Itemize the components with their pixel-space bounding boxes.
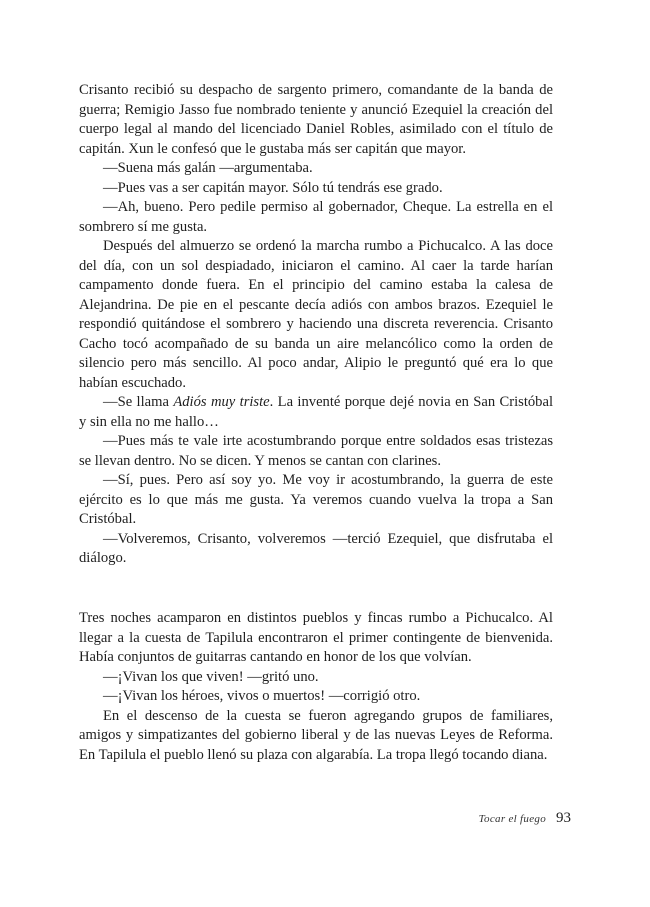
paragraph-text: En el descenso de la cuesta se fueron agregando grupos de familiares, amigos y simpatizantes del gobierno liberal y de las nuevas Leyes de Reforma. En Tapilula el pueblo llenó su plaza con algarabía. La tropa llegó tocando diana.: [79, 707, 553, 763]
body-text-section-1: [79, 81, 553, 569]
paragraph-text: —Volveremos, Crisanto, volveremos —terció Ezequiel, que disfrutaba el diálogo.: [79, 530, 553, 566]
paragraph-text: —Suena más galán —argumentaba.: [103, 160, 313, 176]
paragraph-text: Tres noches acamparon en distintos pueblos y fincas rumbo a Pichucalco. Al llegar a la cuesta de Tapilula encontraron el primer contingente de bienvenida. Había conjuntos de guitarras cantando en honor de los que volvían.: [79, 610, 553, 665]
italic-title-text: Adiós muy triste: [173, 394, 270, 410]
paragraph: [79, 237, 553, 393]
paragraph-text: Después del almuerzo se ordenó la marcha rumbo a Pichucalco. A las doce del día, con un sol despiadado, iniciaron el camino. Al caer la tarde harían campamento donde fuera. En el principio del camino estaba la calesa de Alejandrina. De pie en el pescante decía adiós con ambos brazos. Ezequiel le respondió quitándose el sombrero y haciendo una discreta reverencia. Crisanto Cacho tocó acompañado de su banda un aire melancólico como la orden de silencio pero más sencillo. Al poco andar, Alipio le preguntó qué era lo que habían escuchado.: [79, 238, 553, 391]
paragraph: [79, 707, 553, 766]
paragraph-text: —¡Vivan los héroes, vivos o muertos! —corrigió otro.: [103, 688, 421, 704]
paragraph: [79, 179, 553, 199]
paragraph-text: —Ah, bueno. Pero pedile permiso al gobernador, Cheque. La estrella en el sombrero sí me gusta.: [79, 199, 553, 235]
paragraph-text: —¡Vivan los que viven! —gritó uno.: [103, 668, 319, 685]
paragraph-text: —Pues vas a ser capitán mayor. Sólo tú tendrás ese grado.: [103, 179, 443, 196]
paragraph: [79, 609, 553, 668]
paragraph-text: —Se llama: [103, 394, 174, 410]
paragraph: [79, 687, 553, 707]
paragraph: [79, 159, 553, 179]
page-number: 93: [556, 810, 571, 826]
paragraph-text: . La inventé porque dejé novia en San Cristóbal y sin ella no me hallo…: [79, 394, 553, 430]
paragraph: [79, 432, 553, 471]
running-footer: [479, 810, 571, 827]
paragraph: [79, 668, 553, 688]
body-text-section-2: [79, 609, 553, 765]
paragraph: [79, 393, 553, 432]
paragraph: [79, 471, 553, 530]
paragraph-text: —Pues más te vale irte acostumbrando porque entre soldados esas tristezas se llevan dentro. No se dicen. Y menos se cantan con clarines.: [79, 433, 553, 469]
paragraph: [79, 81, 553, 159]
paragraph-text: Crisanto recibió su despacho de sargento primero, comandante de la banda de guerra; Remigio Jasso fue nombrado teniente y anunció Ezequiel la creación del cuerpo legal al mando del licenciado Daniel Robles, asimilado con el título de capitán. Xun le confesó que le gustaba más ser capitán que mayor.: [79, 82, 553, 157]
paragraph: [79, 198, 553, 237]
paragraph-text: —Sí, pues. Pero así soy yo. Me voy ir acostumbrando, la guerra de este ejército es lo que más me gusta. Ya veremos cuando vuelva la tropa a San Cristóbal.: [79, 472, 553, 527]
running-footer-book-title: Tocar el fuego: [478, 813, 546, 825]
paragraph: [79, 530, 553, 569]
